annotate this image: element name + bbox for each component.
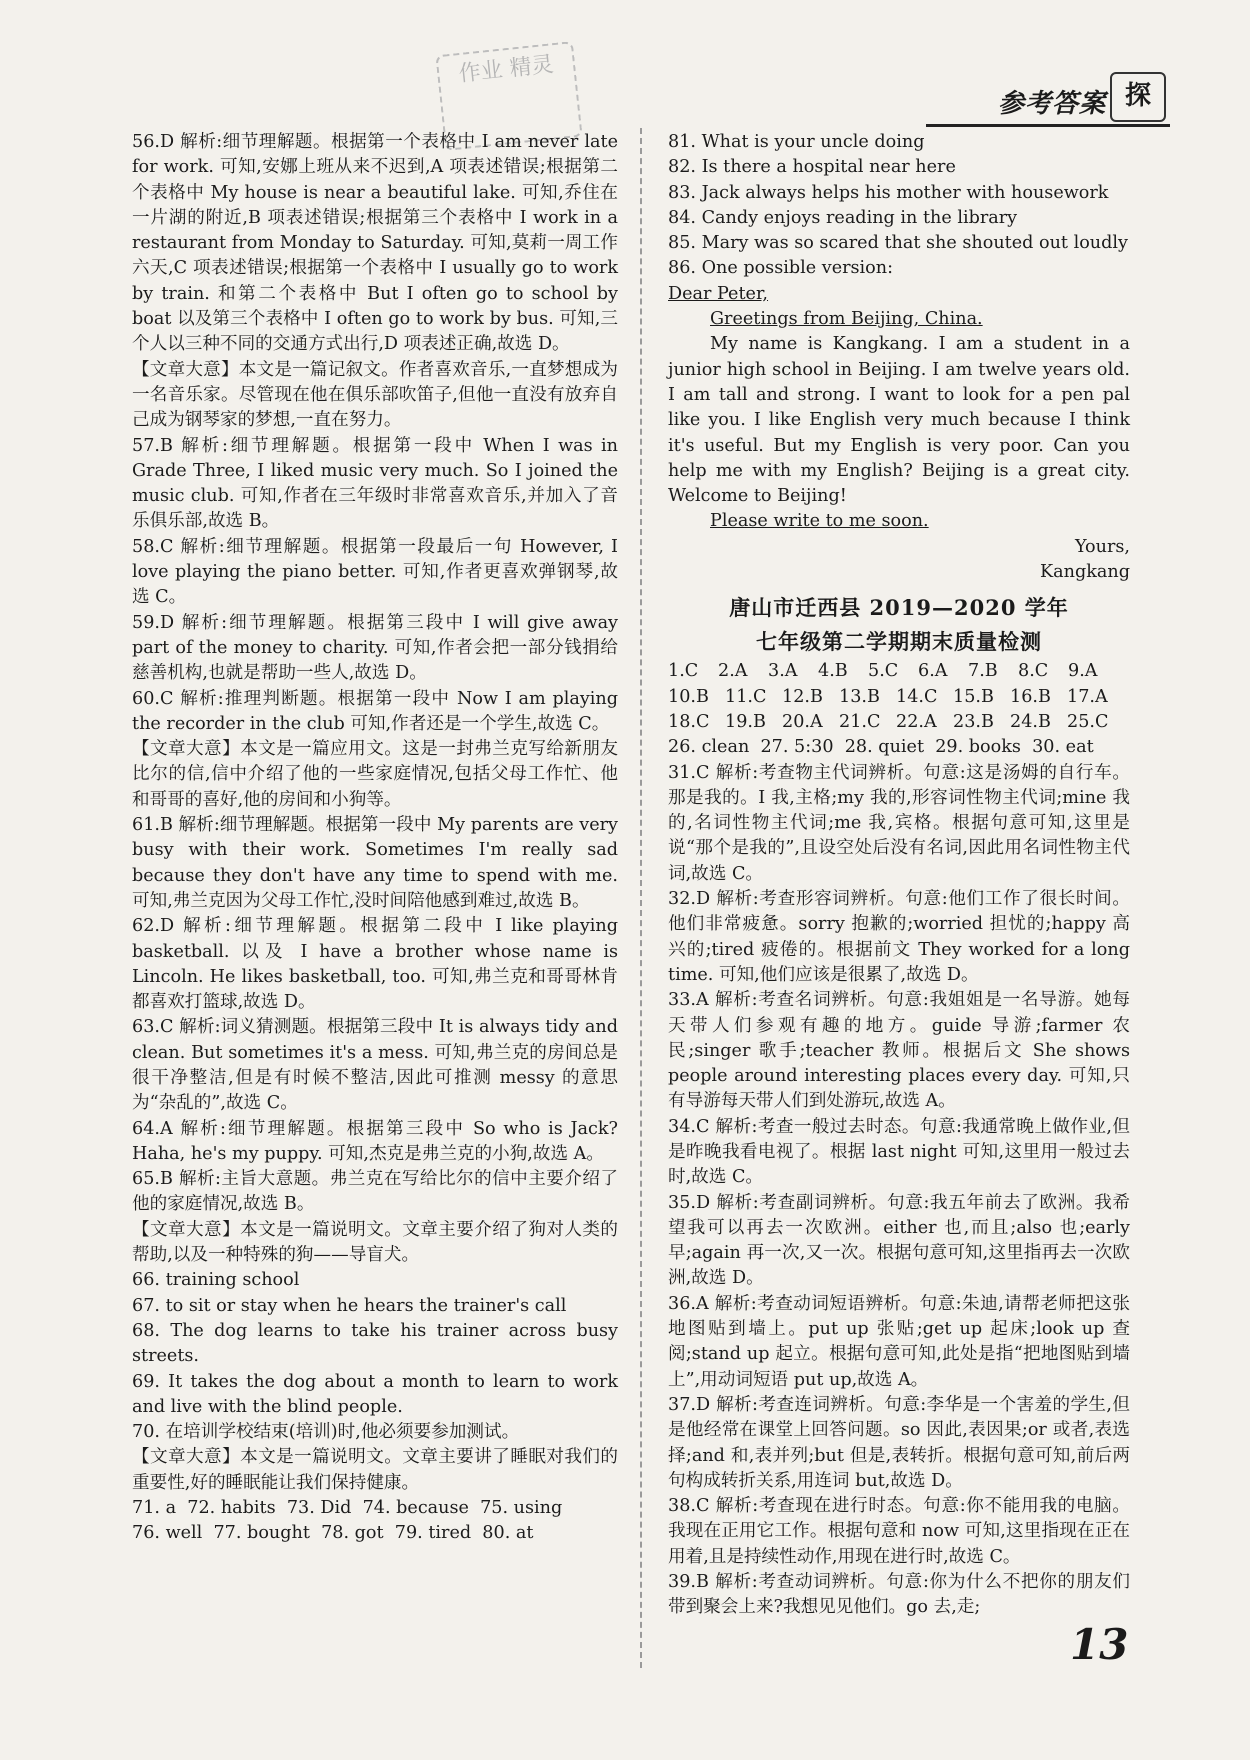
answer-key: 4.B bbox=[818, 661, 848, 682]
left-column bbox=[132, 130, 618, 1547]
answer-key: 12.B bbox=[782, 686, 823, 707]
answer-37: 37.D 解析:考查连词辨析。句意:李华是一个害羞的学生,但是他经常在课堂上回答问题。so 因此,表因果;or 或者,表选择;and 和,表并列;but 但是,表转折。根据句意可知,前后两句构成转折关系,用连词 but,故选 D。 bbox=[668, 1394, 1130, 1491]
answers-row-1 bbox=[668, 659, 1130, 684]
answer-65: 65.B 解析:主旨大意题。弗兰克在写给比尔的信中主要介绍了他的家庭情况,故选 B。 bbox=[132, 1169, 618, 1215]
answer-key: 9.A bbox=[1068, 661, 1098, 682]
letter-salutation: Dear Peter, bbox=[668, 283, 769, 304]
answer-39: 39.B 解析:考查动词辨析。句意:你为什么不把你的朋友们带到聚会上来?我想见见他们。go 去,走; bbox=[668, 1572, 1130, 1618]
letter-sign-name: Kangkang bbox=[1040, 562, 1130, 583]
answer-59: 59.D 解析:细节理解题。根据第三段中 I will give away part of the money to charity. 可知,作者会把一部分钱捐给慈善机构,也就是帮助一些人,故选 D。 bbox=[132, 612, 618, 684]
answer-56: 56.D 解析:细节理解题。根据第一个表格中 I am never late for work. 可知,安娜上班从来不迟到,A 项表述错误;根据第二个表格中 My house is near a beautiful lake. 可知,乔住在一片湖的附近,B 项表述错误;根据第三个表格中 I work in a restaurant from Monday to Saturday. 可知,莫莉一周工作六天,C 项表述错误;根据第一个表格中 I usually go to work by train. 和第二个表格中 But I often go to school by boat 以及第三个表格中 I often go to work by bus. 可知,三个人以三种不同的交通方式出行,D 项表述正确,故选 D。 bbox=[132, 132, 618, 355]
answer-36: 36.A 解析:考查动词短语辨析。句意:朱迪,请帮老师把这张地图贴到墙上。put up 张贴;get up 起床;look up 查阅;stand up 起立。根据句意可知,此处是指“把地图贴到墙上”,用动词短语 put up,故选 A。 bbox=[668, 1293, 1130, 1390]
answer-38: 38.C 解析:考查现在进行时态。句意:你不能用我的电脑。我现在正用它工作。根据句意和 now 可知,这里指现在正在用着,且是持续性动作,用现在进行时,故选 C。 bbox=[668, 1496, 1130, 1567]
answers-row-4: 26. clean 27. 5:30 28. quiet 29. books 30. eat bbox=[668, 737, 1094, 758]
app-watermark-stamp: 作业 精灵 bbox=[435, 41, 582, 151]
answers-row-2 bbox=[668, 685, 1130, 710]
answer-33: 33.A 解析:考查名词辨析。句意:我姐姐是一名导游。她每天带人们参观有趣的地方。guide 导游;farmer 农民;singer 歌手;teacher 教师。根据后文 She shows people around interesting places every day. 可知,只有导游每天带人们到处游玩,故选 A。 bbox=[668, 990, 1130, 1112]
answer-58: 58.C 解析:细节理解题。根据第一段最后一句 However, I love playing the piano better. 可知,作者更喜欢弹钢琴,故选 C。 bbox=[132, 536, 618, 608]
header-title: 参考答案 bbox=[997, 89, 1106, 119]
passage-summary: 【文章大意】本文是一篇说明文。文章主要讲了睡眠对我们的重要性,好的睡眠能让我们保持健康。 bbox=[132, 1447, 618, 1493]
passage-summary: 【文章大意】本文是一篇记叙文。作者喜欢音乐,一直梦想成为一名音乐家。尽管现在他在俱乐部吹笛子,但他一直没有放弃自己成为钢琴家的梦想,一直在努力。 bbox=[132, 359, 618, 431]
book-logo-icon: 探 bbox=[1110, 72, 1166, 122]
answer-key: 24.B bbox=[1010, 711, 1051, 732]
answer-66: 66. training school bbox=[132, 1270, 300, 1291]
answers-71-75: 71. a 72. habits 73. Did 74. because 75. using bbox=[132, 1498, 563, 1519]
answer-31: 31.C 解析:考查物主代词辨析。句意:这是汤姆的自行车。那是我的。I 我,主格;my 我的,形容词性物主代词;mine 我的,名词性物主代词;me 我,宾格。根据句意可知,这里是说“那个是我的”,且设空处后没有名词,因此用名词性物主代词,故选 C。 bbox=[668, 762, 1130, 884]
right-column bbox=[668, 130, 1130, 1621]
answer-81: 81. What is your uncle doing bbox=[668, 132, 925, 152]
answer-86: 86. One possible version: bbox=[668, 258, 894, 279]
answer-61: 61.B 解析:细节理解题。根据第一段中 My parents are very busy with their work. Sometimes I'm really sad because they don't have any time to spend with me. 可知,弗兰克因为父母工作忙,没时间陪他感到难过,故选 B。 bbox=[132, 815, 618, 911]
answer-62: 62.D 解析:细节理解题。根据第二段中 I like playing basketball. 以及 I have a brother whose name is Lincoln. He likes basketball, too. 可知,弗兰克和哥哥林肯都喜欢打篮球,故选 D。 bbox=[132, 916, 618, 1013]
answer-key: 10.B bbox=[668, 686, 709, 707]
answer-84: 84. Candy enjoys reading in the library bbox=[668, 207, 1018, 228]
letter-greeting: Greetings from Beijing, China. bbox=[710, 309, 983, 330]
letter-body: My name is Kangkang. I am a student in a junior high school in Beijing. I am twelve years old. I am tall and strong. I want to look for a pen pal like you. I like English very much because I think it's useful. But my English is very poor. Can you help me with my English? Beijing is a great city. Welcome to Beijing! bbox=[668, 334, 1130, 507]
answer-34: 34.C 解析:考查一般过去时态。句意:我通常晚上做作业,但是昨晚我看电视了。根据 last night 可知,这里用一般过去时,故选 C。 bbox=[668, 1116, 1130, 1188]
answer-key: 3.A bbox=[768, 661, 798, 682]
passage-summary: 【文章大意】本文是一篇说明文。文章主要介绍了狗对人类的帮助,以及一种特殊的狗——导盲犬。 bbox=[132, 1219, 618, 1266]
answer-key: 6.A bbox=[918, 661, 948, 682]
answer-key: 15.B bbox=[953, 686, 994, 707]
answer-key: 13.B bbox=[839, 686, 880, 707]
column-divider bbox=[640, 128, 642, 1668]
answer-key: 23.B bbox=[953, 711, 994, 732]
answer-key: 17.A bbox=[1067, 686, 1108, 707]
answers-76-80: 76. well 77. bought 78. got 79. tired 80. at bbox=[132, 1523, 534, 1544]
page-header bbox=[926, 70, 1170, 127]
answer-57: 57.B 解析:细节理解题。根据第一段中 When I was in Grade Three, I liked music very much. So I joined the music club. 可知,作者在三年级时非常喜欢音乐,并加入了音乐俱乐部,故选 B。 bbox=[132, 435, 618, 532]
answer-68: 68. The dog learns to take his trainer across busy streets. bbox=[132, 1320, 618, 1367]
answer-32: 32.D 解析:考查形容词辨析。句意:他们工作了很长时间。他们非常疲惫。sorry 抱歉的;worried 担忧的;happy 高兴的;tired 疲倦的。根据前文 They worked for a long time. 可知,他们应该是很累了,故选 D。 bbox=[668, 889, 1130, 985]
answer-82: 82. Is there a hospital near here bbox=[668, 157, 956, 178]
answer-key: 8.C bbox=[1018, 661, 1049, 682]
answer-35: 35.D 解析:考查副词辨析。句意:我五年前去了欧洲。我希望我可以再去一次欧洲。either 也,而且;also 也;early 早;again 再一次,又一次。根据句意可知,这里指再去一次欧洲,故选 D。 bbox=[668, 1192, 1130, 1289]
answer-85: 85. Mary was so scared that she shouted out loudly bbox=[668, 233, 1128, 254]
answer-key: 11.C bbox=[725, 686, 767, 707]
answer-key: 16.B bbox=[1010, 686, 1051, 707]
answer-83: 83. Jack always helps his mother with housework bbox=[668, 182, 1109, 203]
answer-63: 63.C 解析:词义猜测题。根据第三段中 It is always tidy and clean. But sometimes it's a mess. 可知,弗兰克的房间总是很干净整洁,但是有时候不整洁,因此可推测 messy 的意思为“杂乱的”,故选 C。 bbox=[132, 1017, 618, 1114]
letter-sign-yours: Yours, bbox=[1074, 536, 1130, 557]
answer-key: 21.C bbox=[839, 711, 881, 732]
answers-row-3 bbox=[668, 710, 1130, 735]
answer-67: 67. to sit or stay when he hears the trainer's call bbox=[132, 1295, 567, 1316]
answer-key: 20.A bbox=[782, 711, 823, 732]
answer-key: 2.A bbox=[718, 661, 748, 682]
answer-key: 19.B bbox=[725, 711, 766, 732]
answer-key: 25.C bbox=[1067, 711, 1109, 732]
answer-key: 22.A bbox=[896, 711, 937, 732]
answer-key: 14.C bbox=[896, 686, 938, 707]
passage-summary: 【文章大意】本文是一篇应用文。这是一封弗兰克写给新朋友比尔的信,信中介绍了他的一些家庭情况,包括父母工作忙、他和哥哥的喜好,他的房间和小狗等。 bbox=[132, 739, 618, 810]
answer-key: 7.B bbox=[968, 661, 998, 682]
answer-60: 60.C 解析:推理判断题。根据第一段中 Now I am playing the recorder in the club 可知,作者还是一个学生,故选 C。 bbox=[132, 688, 618, 734]
answer-69: 69. It takes the dog about a month to learn to work and live with the blind people. bbox=[132, 1371, 618, 1417]
letter-close: Please write to me soon. bbox=[710, 511, 929, 532]
answer-64: 64.A 解析:细节理解题。根据第三段中 So who is Jack? Haha, he's my puppy. 可知,杰克是弗兰克的小狗,故选 A。 bbox=[132, 1118, 618, 1164]
answer-70: 70. 在培训学校结束(培训)时,他必须要参加测试。 bbox=[132, 1422, 520, 1443]
answer-key: 5.C bbox=[868, 661, 899, 682]
exam-title-line2: 七年级第二学期期末质量检测 bbox=[756, 629, 1042, 655]
exam-title-line1: 唐山市迁西县 2019—2020 学年 bbox=[729, 595, 1069, 621]
answer-key: 18.C bbox=[668, 711, 710, 732]
answer-key: 1.C bbox=[668, 661, 699, 682]
page-number: 13 bbox=[1070, 1620, 1129, 1669]
